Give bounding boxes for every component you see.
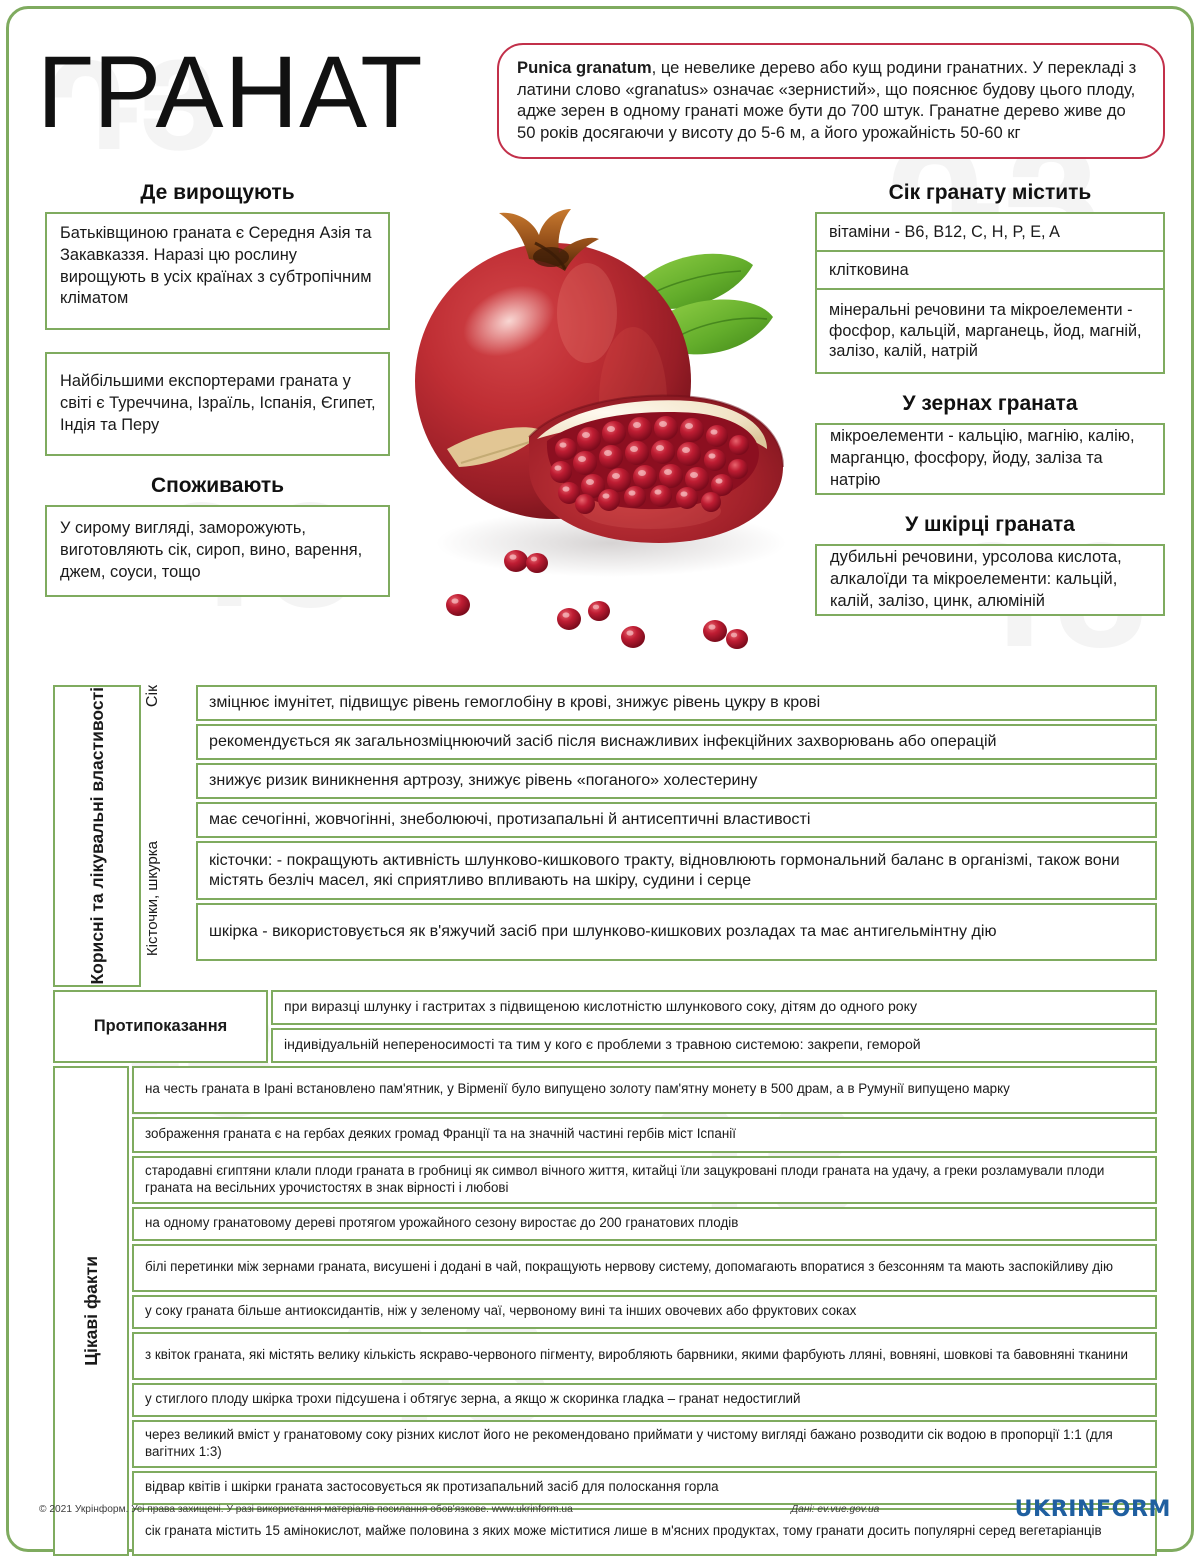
contraindications-label: Протипоказання — [53, 990, 268, 1063]
page-title: ГРАНАТ — [37, 35, 424, 149]
table-row: сік граната містить 15 амінокислот, майже половина з яких може міститися лише в м'ясних продуктах, тому гранати досить популярні серед вегетаріанців — [132, 1508, 1157, 1556]
intro-callout — [497, 43, 1165, 159]
facts-label-cell — [53, 1066, 129, 1556]
box-exporters-text: Найбільшими експортерами граната у світі є Туреччина, Ізраїль, Іспанія, Єгипет, Індія та Перу — [60, 372, 376, 434]
table-row: шкірка - використовується як в'яжучий засіб при шлунково-кишкових розладах та має антигельмінтну дію — [196, 903, 1157, 962]
facts-rows — [132, 1066, 1157, 1556]
table-row: зображення граната є на гербах деяких громад Франції та на значній частині гербів міст Іспанії — [132, 1117, 1157, 1153]
right-column — [815, 181, 1165, 616]
seeds-peel-label: Кісточки, шкурка — [144, 841, 161, 957]
heading-consume: Споживають — [150, 474, 285, 497]
list-item: клітковина — [817, 252, 1163, 290]
table-row: з квіток граната, які містять велику кількість яскраво-червоного пігменту, виробляють барвники, якими фарбують лляні, вовняні, шовкові та бавовняні тканини — [132, 1332, 1157, 1380]
interesting-facts-band — [53, 1066, 1157, 1556]
list-item: мінеральні речовини та мікроелементи - фосфор, кальцій, марганець, йод, магній, залізо, калій, натрій — [829, 300, 1142, 361]
table-row: через великий вміст у гранатовому соку різних кислот його не рекомендовано приймати у чистому вигляді бажано розводити сік водою в пропорції 1:1 (для вагітних 1:3) — [132, 1420, 1157, 1468]
table-row: рекомендується як загальнозміцнюючий засіб після виснажливих інфекційних захворювань або операцій — [196, 724, 1157, 760]
table-row: у стиглого плоду шкірка трохи підсушена і обтягує зерна, а якщо ж скоринка гладка – гранат недостиглий — [132, 1383, 1157, 1417]
box-origin — [45, 212, 390, 330]
box-seeds-text: мікроелементи - кальцію, магнію, калію, марганцю, фосфору, йоду, заліза та натрію — [830, 427, 1135, 489]
table-row: зміцнює імунітет, підвищує рівень гемоглобіну в крові, знижує рівень цукру в крові — [196, 685, 1157, 721]
page-frame — [6, 6, 1194, 1552]
box-consume-text: У сирому вигляді, заморожують, виготовляють сік, сироп, вино, варення, джем, соуси, тощо — [60, 519, 363, 581]
table-row: білі перетинки між зернами граната, висушені і додані в чай, покращують нервову систему, допомагають впоратися з безсонням та мають заспокійливу дію — [132, 1244, 1157, 1292]
intro-text: , це невелике дерево або кущ родини гранатних. У перекладі з латини слово «granatus» означає «зернистий», що пояснює будову цього плоду, адже зерен в одному гранаті може бути до 700 штук. Гранатне дерево живе до 50 років досягаючи у висоту до 5-6 м, а його урожайність 50-60 кг — [517, 58, 1137, 142]
contraindications-band — [53, 990, 1157, 1063]
left-column — [45, 181, 390, 597]
juice-rows — [196, 685, 1157, 838]
ukrinform-logo: UKRINFORM — [1014, 1497, 1171, 1522]
list-item: вітаміни - B6, B12, C, H, P, E, A — [817, 214, 1163, 252]
table-row: кісточки: - покращують активність шлунково-кишкового тракту, відновлюють гормональний баланс в організмі, також вони містять безліч масел, які сприятливо впливають на шкіру, судини і серце — [196, 841, 1157, 900]
heading-juice-contains: Сік гранату містить — [888, 181, 1092, 204]
table-row: знижує ризик виникнення артрозу, знижує рівень «поганого» холестерину — [196, 763, 1157, 799]
pomegranate-illustration — [401, 191, 811, 659]
juice-label: Сік — [144, 685, 161, 708]
footer — [9, 1491, 1197, 1537]
facts-label: Цікаві факти — [80, 1255, 101, 1366]
box-peel — [815, 544, 1165, 616]
table-row: має сечогінні, жовчогінні, знеболюючі, протизапальні й антисептичні властивості — [196, 802, 1157, 838]
heading-in-peel: У шкірці граната — [905, 513, 1075, 536]
species-name: Punica granatum — [517, 58, 652, 77]
mid-section — [9, 181, 1197, 661]
table-row: індивідуальній непереносимості та тим у кого є проблеми з травною системою: закрепи, геморой — [271, 1028, 1157, 1063]
seeds-peel-rows — [196, 841, 1157, 961]
source-text: Дані: ev.vue.gov.ua — [791, 1504, 880, 1515]
properties-table — [53, 685, 1157, 1556]
heading-where-grown: Де вирощують — [140, 181, 295, 204]
box-consume — [45, 505, 390, 597]
contraindications-rows — [271, 990, 1157, 1063]
copyright-text: © 2021 Укрінформ. Усі права захищені. У разі використання матеріалів посилання обов'язкове. www.ukrinform.ua — [39, 1504, 573, 1515]
heading-in-seeds: У зернах граната — [902, 392, 1078, 415]
header — [9, 27, 1197, 187]
table-row: при виразці шлунку і гастритах з підвищеною кислотністю шлункового соку, дітям до одного року — [271, 990, 1157, 1025]
box-peel-text: дубильні речовини, урсолова кислота, алкалоїди та мікроелементи: кальцій, калій, залізо, цинк, алюміній — [830, 548, 1122, 610]
table-row: на одному гранатовому дереві протягом урожайного сезону виростає до 200 гранатових плодів — [132, 1207, 1157, 1241]
juice-label-cell — [144, 685, 196, 838]
properties-label: Корисні та лікувальні властивості — [86, 687, 107, 985]
properties-label-cell — [53, 685, 141, 987]
juice-contains-list — [815, 212, 1165, 374]
table-row: відвар квітів і шкірки граната застосовується як протизапальний засіб для полоскання горла — [132, 1471, 1157, 1505]
table-row: стародавні єгиптяни клали плоди граната в гробниці як символ вічного життя, китайці їли зацукровані плоди граната на удачу, а греки розламували плоди граната на весільних урочистостях в знак вірності і любові — [132, 1156, 1157, 1204]
box-origin-text: Батьківщиною граната є Середня Азія та Закавказзя. Наразі цю рослину вирощують в усіх країнах з субтропічним кліматом — [60, 224, 372, 308]
useful-properties-band — [53, 685, 1157, 987]
table-row: на честь граната в Ірані встановлено пам'ятник, у Вірменії було випущено золоту пам'ятну монету в 500 драм, а в Румунії випущено марку — [132, 1066, 1157, 1114]
table-row: у соку граната більше антиоксидантів, ніж у зеленому чаї, червоному вині та інших овочевих або фруктових соках — [132, 1295, 1157, 1329]
seeds-peel-label-cell — [144, 841, 196, 961]
box-seeds — [815, 423, 1165, 495]
box-exporters — [45, 352, 390, 456]
